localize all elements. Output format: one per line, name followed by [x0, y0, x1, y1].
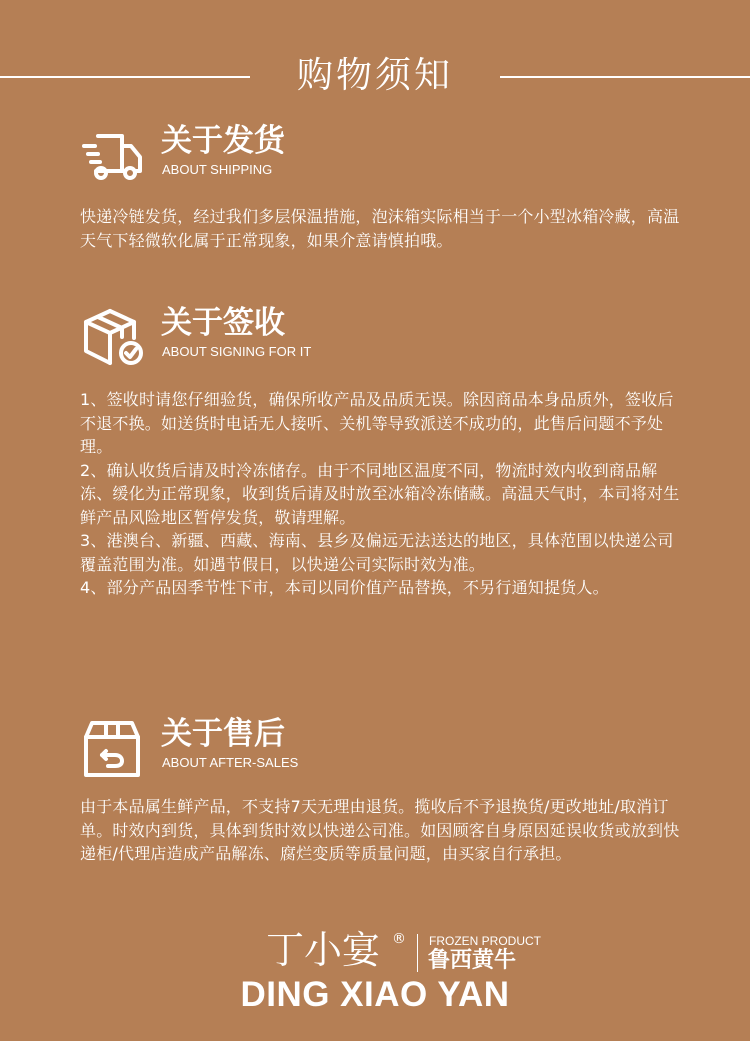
brand-product: 鲁西黄牛 [428, 948, 517, 973]
page-title: 购物须知 [296, 55, 453, 96]
paragraph: 由于本品属生鲜产品，不支持7天无理由退货。揽收后不予退换货/更改地址/取消订单。时效内到货，具体到货时效以快递公司准。如因顾客自身原因延误收货或放到快递柜/代理店造成产品解冻、腐烂变质等质量问题，由买家自行承担。 [80, 797, 680, 863]
section-title: 关于售后 [161, 716, 285, 752]
delivery-truck-icon [82, 124, 146, 188]
section-shipping-body [80, 205, 680, 252]
section-title: 关于发货 [161, 123, 285, 159]
header-line-right [500, 76, 750, 78]
brand-name-en: DING XIAO YAN [240, 975, 510, 1014]
brand-logo [0, 925, 750, 1025]
section-signing-body [80, 388, 680, 600]
registered-mark: ® [392, 931, 406, 947]
section-subtitle: ABOUT AFTER-SALES [162, 755, 299, 770]
paragraph: 2、确认收货后请及时冷冻储存。由于不同地区温度不同，物流时效内收到商品解冻、缓化为正常现象，收到货后请及时放至冰箱冷冻储藏。高温天气时，本司将对生鲜产品风险地区暂停发货，敬请理解。 [80, 460, 680, 527]
paragraph: 1、签收时请您仔细验货，确保所收产品及品质无误。除因商品本身品质外，签收后不退不换。如送货时电话无人接听、关机等导致派送不成功的，此售后问题不予处理。 [80, 390, 674, 456]
package-check-icon [82, 306, 146, 370]
paragraph: 3、港澳台、新疆、西藏、海南、县乡及偏远无法送达的地区，具体范围以快递公司覆盖范围为准。如遇节假日，以快递公司实际时效为准。 [80, 531, 674, 574]
section-title: 关于签收 [161, 305, 285, 341]
return-box-icon [82, 717, 146, 781]
section-subtitle: ABOUT SIGNING FOR IT [162, 344, 312, 359]
brand-name-cn: 丁小宴 [266, 928, 381, 972]
paragraph: 4、部分产品因季节性下市，本司以同价值产品替换，不另行通知提货人。 [80, 578, 609, 597]
section-aftersales-body [80, 795, 680, 866]
page-header [0, 48, 750, 104]
brand-divider [417, 934, 418, 972]
brand-tag: FROZEN PRODUCT [429, 934, 541, 948]
paragraph: 快递冷链发货，经过我们多层保温措施，泡沫箱实际相当于一个小型冰箱冷藏，高温天气下轻微软化属于正常现象，如果介意请慎拍哦。 [80, 207, 680, 250]
header-line-left [0, 76, 250, 78]
section-subtitle: ABOUT SHIPPING [162, 162, 273, 177]
